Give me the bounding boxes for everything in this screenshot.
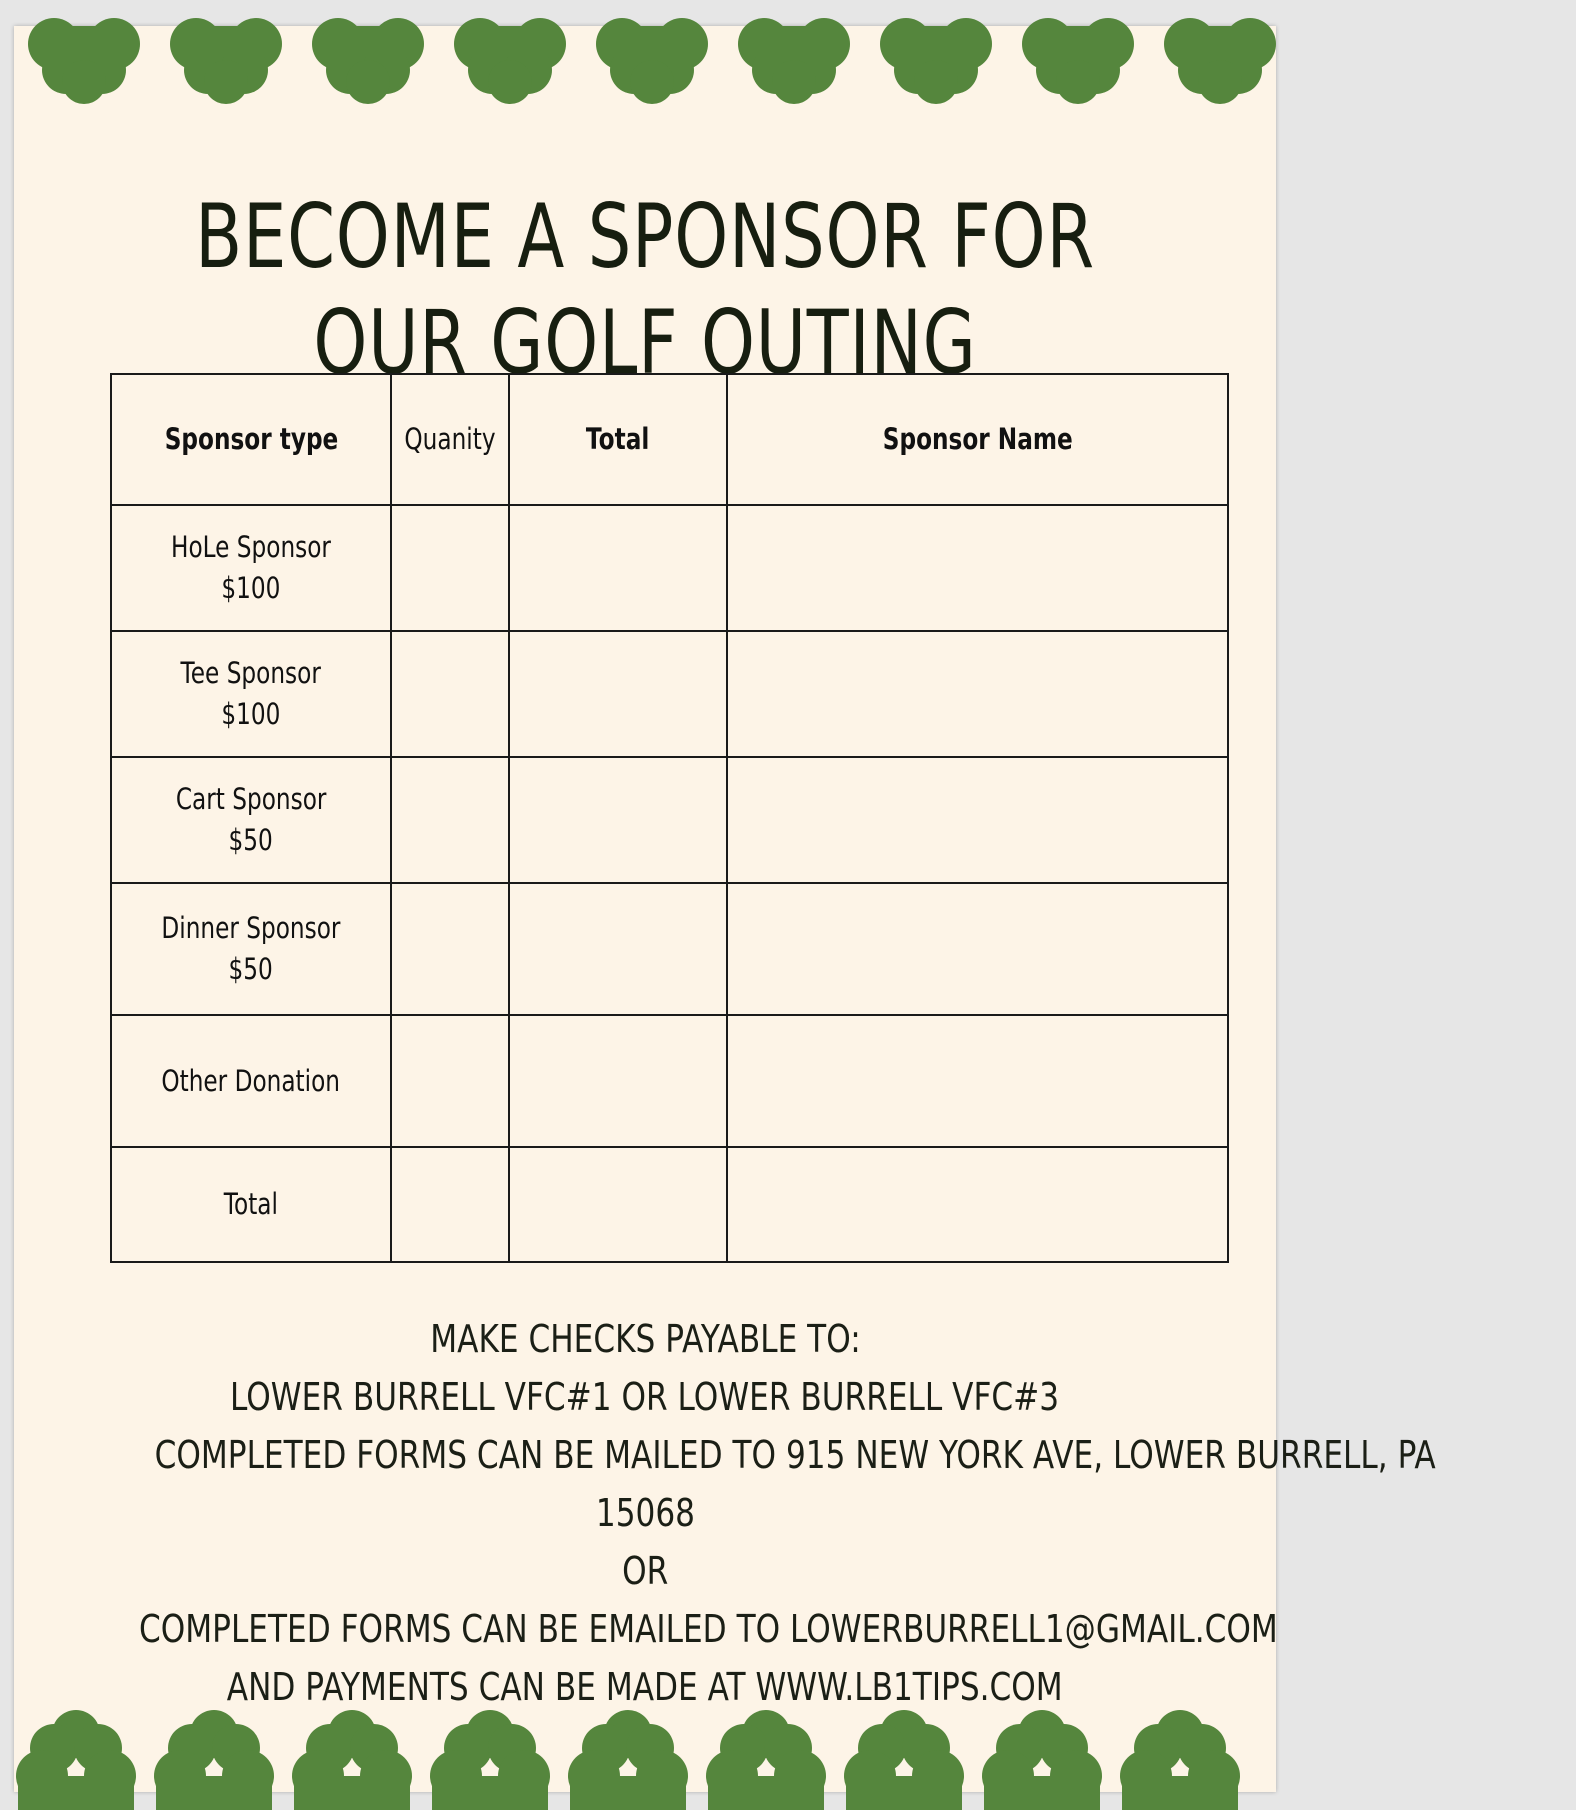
- header-sponsor-name: Sponsor Name: [727, 374, 1228, 505]
- or-separator: OR: [621, 1549, 669, 1593]
- clover-icon: [454, 18, 566, 104]
- table-row: [111, 505, 1228, 631]
- sponsor-table: [110, 373, 1229, 1263]
- clover-icon: [154, 1710, 274, 1810]
- total-cell[interactable]: [509, 1147, 727, 1262]
- sponsor-type-cell: Tee Sponsor $100: [111, 631, 391, 757]
- clover-icon: [982, 1710, 1102, 1810]
- sponsor-type-cell: Other Donation: [111, 1015, 391, 1147]
- clover-icon: [170, 18, 282, 104]
- sponsor-name-cell[interactable]: [727, 757, 1228, 883]
- sponsor-type-cell: Total: [111, 1147, 391, 1262]
- clover-icon: [1022, 18, 1134, 104]
- quantity-cell[interactable]: [391, 757, 509, 883]
- total-cell[interactable]: [509, 883, 727, 1015]
- table-row: [111, 883, 1228, 1015]
- clover-icon: [1120, 1710, 1240, 1810]
- clover-icon: [1164, 18, 1276, 104]
- payment-website: AND PAYMENTS CAN BE MADE AT WWW.LB1TIPS.COM: [227, 1665, 1063, 1709]
- quantity-cell[interactable]: [391, 631, 509, 757]
- clover-icon: [28, 18, 140, 104]
- quantity-cell[interactable]: [391, 1147, 509, 1262]
- clover-icon: [844, 1710, 964, 1810]
- flyer-title-line-1: BECOME A SPONSOR FOR: [195, 185, 1095, 288]
- clover-icon: [880, 18, 992, 104]
- sponsor-name-cell[interactable]: [727, 1147, 1228, 1262]
- sponsor-type-cell: HoLe Sponsor $100: [111, 505, 391, 631]
- sponsor-type-cell: Cart Sponsor $50: [111, 757, 391, 883]
- top-clover-border: [14, 26, 1276, 116]
- clover-icon: [16, 1710, 136, 1810]
- sponsor-name-cell[interactable]: [727, 505, 1228, 631]
- table-row: [111, 1015, 1228, 1147]
- header-quantity: Quanity: [391, 374, 509, 505]
- clover-icon: [568, 1710, 688, 1810]
- mailing-address: COMPLETED FORMS CAN BE MAILED TO 915 NEW YORK AVE, LOWER BURRELL, PA: [154, 1433, 1436, 1477]
- quantity-cell[interactable]: [391, 1015, 509, 1147]
- sponsor-name-cell[interactable]: [727, 883, 1228, 1015]
- quantity-cell[interactable]: [391, 505, 509, 631]
- flyer-page: [14, 26, 1436, 1792]
- header-sponsor-type: Sponsor type: [111, 374, 391, 505]
- checks-payable-heading: MAKE CHECKS PAYABLE TO:: [429, 1317, 861, 1361]
- total-cell[interactable]: [509, 631, 727, 757]
- total-cell[interactable]: [509, 505, 727, 631]
- mailing-zip: 15068: [595, 1491, 695, 1535]
- sponsor-name-cell[interactable]: [727, 631, 1228, 757]
- total-cell[interactable]: [509, 757, 727, 883]
- table-row: [111, 631, 1228, 757]
- clover-icon: [738, 18, 850, 104]
- clover-icon: [312, 18, 424, 104]
- sponsor-type-cell: Dinner Sponsor $50: [111, 883, 391, 1015]
- table-row: [111, 757, 1228, 883]
- flyer-title-line-2: OUR GOLF OUTING: [313, 291, 977, 394]
- clover-icon: [596, 18, 708, 104]
- total-cell[interactable]: [509, 1015, 727, 1147]
- table-header-row: [111, 374, 1228, 505]
- clover-icon: [430, 1710, 550, 1810]
- header-total: Total: [509, 374, 727, 505]
- clover-icon: [292, 1710, 412, 1810]
- email-instructions: COMPLETED FORMS CAN BE EMAILED TO LOWERBURRELL1@GMAIL.COM: [138, 1607, 1278, 1651]
- quantity-cell[interactable]: [391, 883, 509, 1015]
- clover-icon: [706, 1710, 826, 1810]
- bottom-clover-border: [14, 1720, 1276, 1810]
- payee-names: LOWER BURRELL VFC#1 OR LOWER BURRELL VFC#3: [230, 1375, 1060, 1419]
- sponsor-name-cell[interactable]: [727, 1015, 1228, 1147]
- table-row-total: [111, 1147, 1228, 1262]
